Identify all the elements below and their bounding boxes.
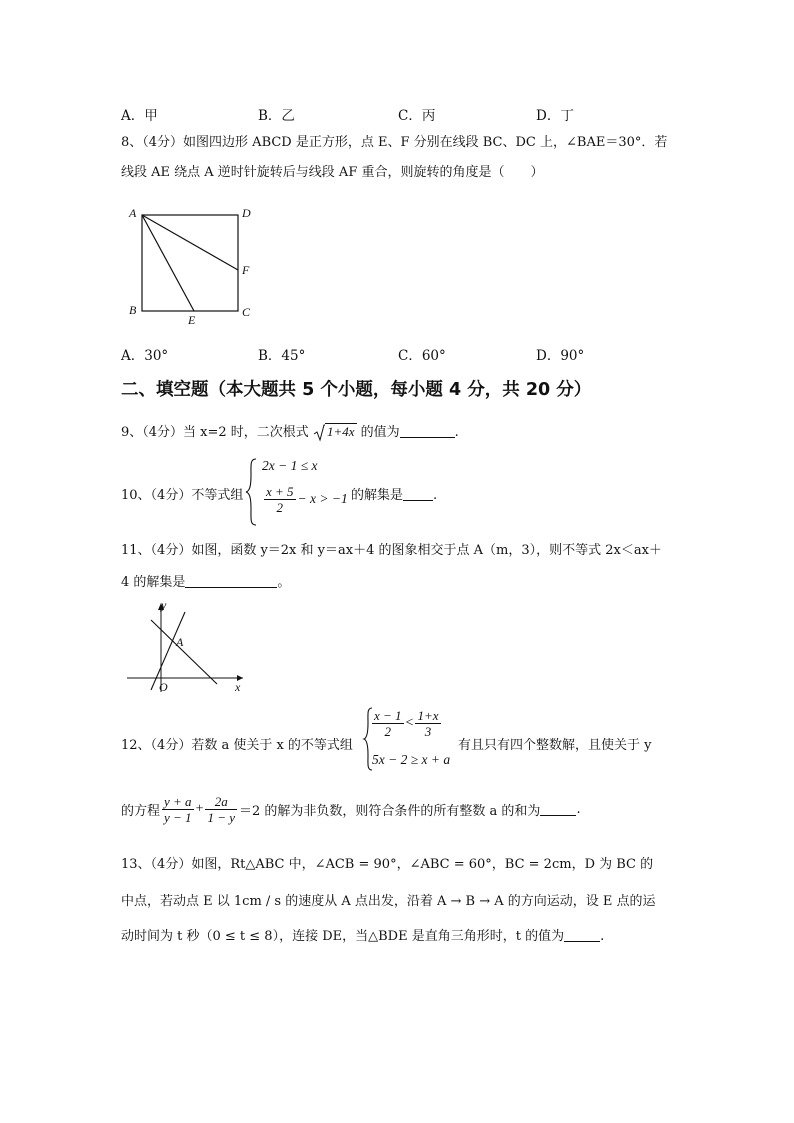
q13-line1: 13、（4分）如图，Rt△ABC 中，∠ACB = 90°，∠ABC = 60°，BC = 2cm，D 为 BC 的 [121, 857, 654, 872]
q13-line3 [121, 929, 604, 944]
q12-ineq2: 5x − 2 ≥ x + a [372, 752, 451, 767]
q13-answer-blank[interactable] [564, 929, 600, 942]
sqrt-icon [313, 424, 325, 442]
q10-suffix-group [351, 484, 437, 503]
label-e: E [188, 313, 196, 327]
q9-prefix: 9、（4分）当 x=2 时，二次根式 [121, 425, 309, 440]
q10-frac-den: 2 [276, 500, 284, 515]
q12-plus: + [195, 801, 204, 817]
q12-answer-blank[interactable] [540, 803, 576, 816]
q9-answer-blank[interactable] [400, 425, 455, 438]
q8-option-d: D．90° [536, 348, 585, 364]
q8-square-figure [125, 200, 265, 330]
q12-f3-den: y − 1 [164, 810, 192, 825]
q13-line3-prefix: 动时间为 t 秒（0 ≤ t ≤ 8），连接 DE，当△BDE 是直角三角形时，t 的值为 [121, 929, 565, 944]
q7-option-d: D．丁 [536, 108, 574, 124]
q8-option-c: C．60° [398, 348, 446, 364]
q13-end: . [600, 929, 605, 944]
q11-line2-prefix: 4 的解集是 [121, 575, 186, 590]
q9-radicand: 1+4x [326, 424, 355, 439]
q12-suffix: 有且只有四个整数解，且使关于 y [458, 738, 652, 753]
label-a: A [129, 206, 137, 220]
label-b: B [129, 303, 137, 317]
q11-graph-figure [125, 600, 260, 700]
q12-prefix: 12、（4分）若数 a 使关于 x 的不等式组 [121, 738, 353, 753]
q8-option-a: A．30° [121, 348, 169, 364]
q10-ineq2-rest: − x > −1 [297, 491, 348, 506]
q9 [121, 423, 459, 442]
q12-line2-prefix: 的方程 [121, 804, 161, 819]
q12-lt: < [405, 715, 414, 731]
q12-f2-den: 3 [424, 724, 432, 739]
q12-f1-num: x − 1 [374, 708, 402, 723]
q11-line2-end: 。 [277, 575, 291, 590]
q10-prefix: 10、（4分）不等式组 [121, 488, 244, 503]
q11-line1: 11、（4分）如图，函数 y＝2x 和 y＝ax＋4 的图象相交于点 A（m，3），则不等式 2x＜ax＋ [121, 543, 662, 558]
q12-line2 [121, 794, 581, 825]
q10-suffix: 的解集是 [351, 488, 404, 503]
q8-line2: 线段 AE 绕点 A 逆时针旋转后与线段 AF 重合，则旋转的角度是（ ） [121, 165, 544, 180]
label-point-a: A [176, 635, 184, 649]
q12-f1-den: 2 [384, 724, 392, 739]
label-c: C [242, 305, 251, 319]
label-x-axis: x [235, 680, 241, 694]
q8-option-b: B．45° [258, 348, 306, 364]
q12-line2-suffix: ＝2 的解为非负数，则符合条件的所有整数 a 的和为 [239, 804, 541, 819]
q11-line2 [121, 575, 290, 590]
q9-end: . [454, 425, 459, 440]
q7-option-b: B．乙 [258, 108, 295, 124]
q10-answer-blank[interactable] [403, 488, 433, 501]
q13-line2: 中点，若动点 E 以 1cm / s 的速度从 A 点出发，沿着 A → B → A 的方向运动，设 E 点的运 [121, 894, 656, 909]
q10-frac-num: x + 5 [266, 484, 294, 499]
q12-f3-num: y + a [164, 794, 192, 809]
q10-ineq2 [262, 484, 348, 515]
label-f: F [242, 263, 250, 277]
q11-answer-blank[interactable] [185, 575, 277, 588]
q12-f2-num: 1+x [417, 708, 439, 723]
q12-end: . [576, 802, 581, 817]
square-abcd [142, 215, 238, 311]
q12-f4-den: 1 − y [207, 810, 236, 825]
q10-end: . [433, 488, 438, 503]
q10-ineq1: 2x − 1 ≤ x [262, 458, 318, 473]
label-d: D [242, 206, 251, 220]
q8-line1: 8、（4分）如图四边形 ABCD 是正方形，点 E、F 分别在线段 BC、DC 上，∠BAE＝30°．若 [121, 135, 668, 150]
q10-brace-icon [244, 457, 258, 527]
q7-option-c: C．丙 [398, 108, 436, 124]
q12-ineq1 [370, 708, 443, 739]
label-y-axis: y [161, 600, 167, 612]
section-title-fill-blank: 二、填空题（本大题共 5 个小题，每小题 4 分，共 20 分） [121, 380, 592, 400]
q12-f4-num: 2a [205, 794, 237, 810]
q9-suffix: 的值为 [360, 425, 400, 440]
label-origin: O [159, 680, 168, 694]
q7-option-a: A．甲 [121, 108, 158, 124]
